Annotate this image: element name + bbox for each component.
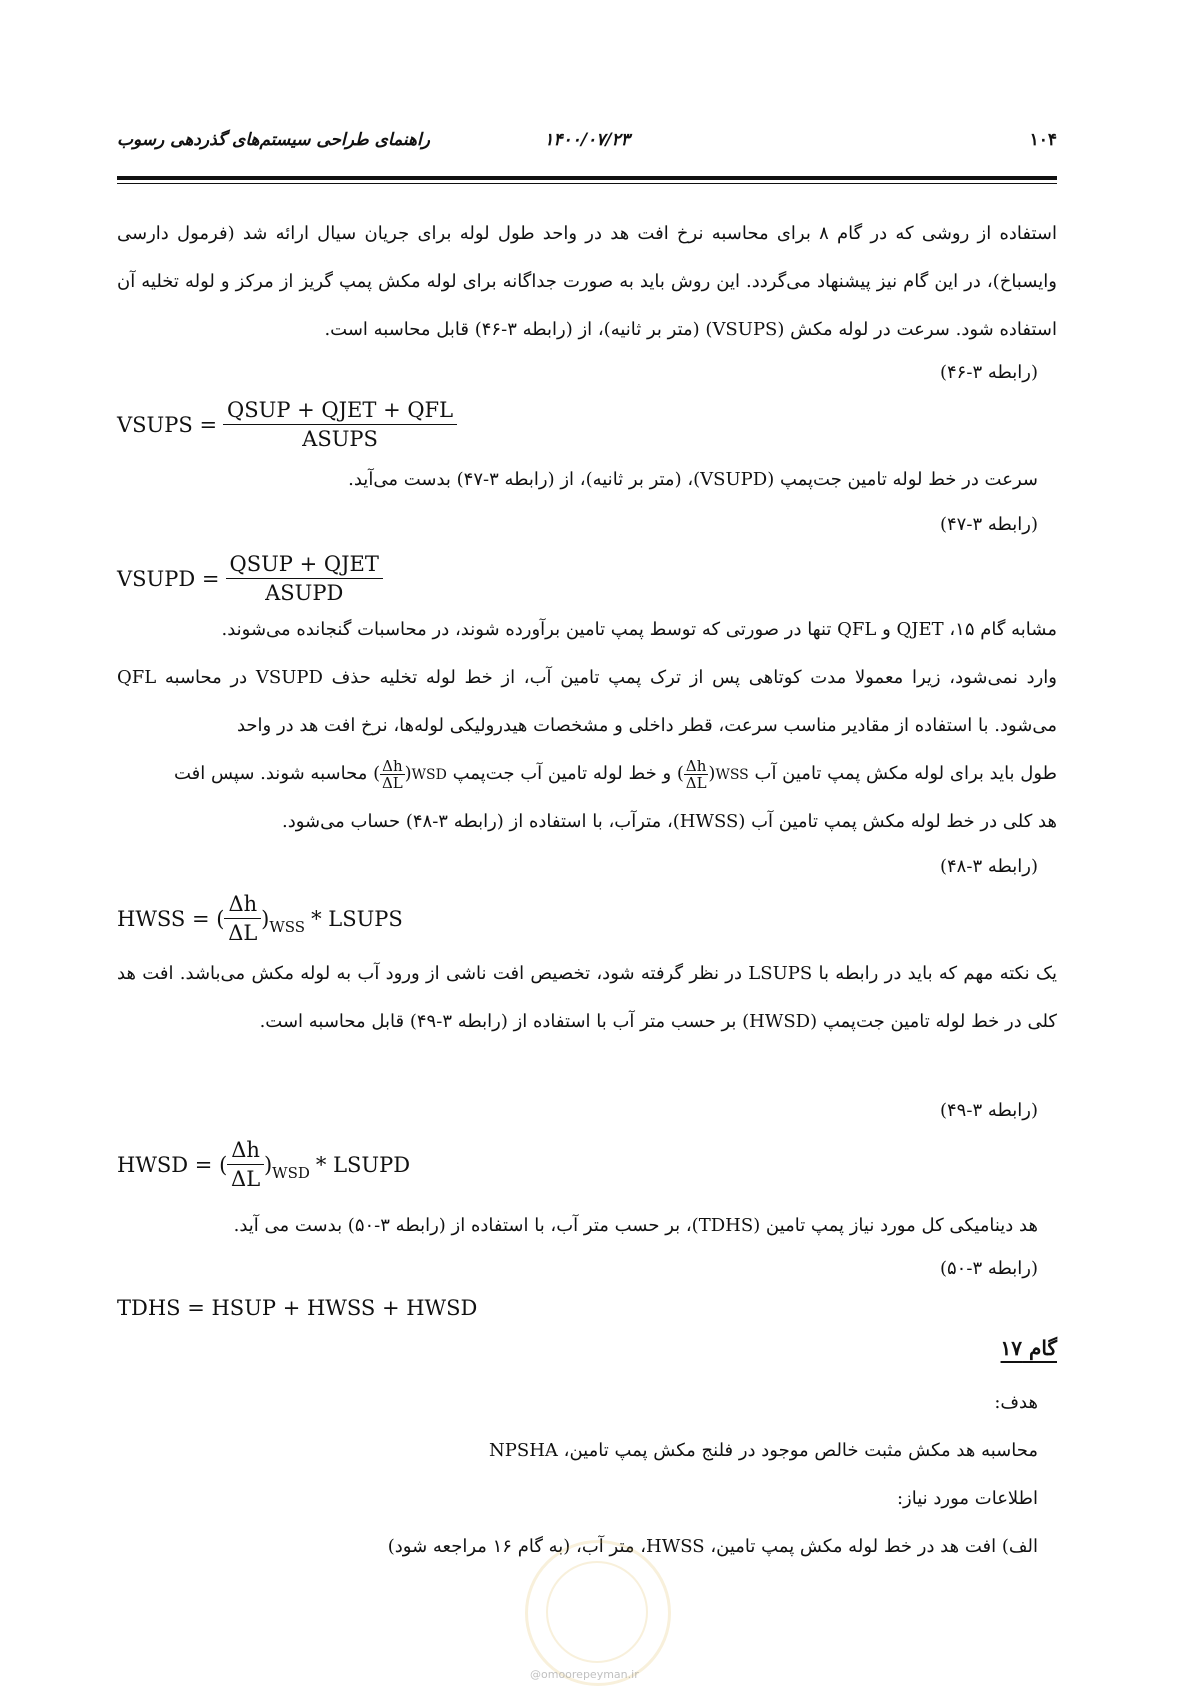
paragraph-3: مشابه گام ۱۵، QJET و QFL تنها در صورتی که توسط پمپ تامین برآورده شوند، در محاسبات گنجانده می‌شوند.: [221, 619, 1057, 640]
equation-47-lhs: VSUPD =: [117, 566, 220, 591]
equation-47-numerator: QSUP + QJET: [226, 552, 383, 579]
inline-wsd-den: ΔL: [381, 773, 403, 792]
equation-49-denominator: ΔL: [231, 1167, 261, 1191]
paragraph-4b-start: طول باید برای لوله مکش پمپ تامین آب: [754, 763, 1057, 784]
equation-label-47: (رابطه ۳-۴۷): [939, 514, 1038, 535]
watermark-text: @omoorepeyman.ir: [530, 1668, 639, 1681]
equation-49-rest: * LSUPD: [315, 1152, 411, 1177]
equation-48-fraction: [224, 892, 261, 945]
equation-47: [117, 552, 383, 605]
watermark-seal: [525, 1540, 671, 1686]
equation-46: [117, 398, 457, 451]
inline-wsd-sub: WSD: [411, 767, 447, 783]
equation-49-lhs: HWSD = (: [117, 1152, 228, 1177]
goal-text: محاسبه هد مکش مثبت خالص موجود در فلنج مکش پمپ تامین، NPSHA: [489, 1440, 1038, 1461]
info-item-a: الف) افت هد در خط لوله مکش پمپ تامین، HWSS، متر آب، (به گام ۱۶ مراجعه شود): [387, 1536, 1038, 1557]
paragraph-4b: [117, 750, 1057, 799]
paragraph-5: یک نکته مهم که باید در رابطه با LSUPS در نظر گرفته شود، تخصیص افت ناشی از ورود آب به لوله مکش می‌باشد. افت هد کلی در خط لوله تامین جت‌پمپ (HWSD) بر حسب متر آب با استفاده از (رابطه ۳-۴۹) قابل محاسبه است.: [117, 963, 1057, 1032]
paragraph-1: استفاده از روشی که در گام ۸ برای محاسبه نرخ افت هد در واحد طول لوله برای جریان سیال ارائه شد (فرمول دارسی وایسباخ)، در این گام نیز پیشنهاد می‌گردد. این روش باید به صورت جداگانه برای لوله مکش پمپ گریز از مرکز و لوله تخلیه آن استفاده شود. سرعت در لوله مکش (VSUPS) (متر بر ثانیه)، از (رابطه ۳-۴۶) قابل محاسبه است.: [117, 223, 1057, 340]
goal-label: هدف:: [994, 1392, 1038, 1413]
header-title: راهنمای طراحی سیستم‌های گذردهی رسوب: [117, 130, 430, 150]
inline-wss-num: Δh: [685, 756, 707, 775]
equation-48: HWSS = ( $\frac{\Delta h}{\Delta L}$ ) WSS * LSUPS: [117, 892, 403, 945]
inline-gradient-wss: ( $\frac{\Delta h}{\Delta L}$ )WSS: [676, 756, 749, 792]
paragraph-4b-mid: و خط لوله تامین آب جت‌پمپ: [452, 763, 672, 784]
equation-49-fraction: [227, 1138, 264, 1191]
equation-47-denominator: ASUPD: [265, 581, 344, 605]
equation-48-lhs: HWSS = (: [117, 906, 225, 931]
info-label: اطلاعات مورد نیاز:: [896, 1488, 1038, 1509]
equation-label-46: (رابطه ۳-۴۶): [939, 362, 1038, 383]
header-rule-thick: [117, 176, 1057, 180]
paragraph-2: سرعت در خط لوله تامین جت‌پمپ (VSUPD)، (متر بر ثانیه)، از (رابطه ۳-۴۷) بدست می‌آید.: [348, 469, 1038, 490]
equation-49-subscript: WSD: [272, 1163, 310, 1182]
equation-48-rest: * LSUPS: [311, 906, 403, 931]
equation-48-numerator: Δh: [224, 892, 261, 919]
equation-49-numerator: Δh: [227, 1138, 264, 1165]
equation-46-lhs: VSUPS =: [117, 412, 218, 437]
paragraph-4b-end: محاسبه شوند. سپس افت: [173, 763, 368, 784]
header-date: ۱۴۰۰/۰۷/۲۳: [544, 130, 630, 150]
inline-gradient-wsd: ( $\frac{\Delta h}{\Delta L}$ )WSD: [373, 756, 447, 792]
equation-46-numerator: QSUP + QJET + QFL: [223, 398, 457, 425]
paragraph-4c: هد کلی در خط لوله مکش پمپ تامین آب (HWSS)، مترآب، با استفاده از (رابطه ۳-۴۸) حساب می‌شود.: [282, 811, 1057, 832]
equation-46-fraction: [223, 398, 457, 451]
header-rule-thin: [117, 183, 1057, 184]
paragraph-4a: QFL در محاسبه VSUPD وارد نمی‌شود، زیرا معمولا مدت کوتاهی پس از ترک پمپ تامین آب، از خط لوله تخلیه حذف می‌شود. با استفاده از مقادیر مناسب سرعت، قطر داخلی و مشخصات هیدرولیکی لوله‌ها، نرخ افت هد در واحد: [117, 667, 1057, 736]
step-heading: گام ۱۷: [1000, 1336, 1057, 1360]
inline-wss-sub: WSS: [715, 767, 749, 783]
equation-47-fraction: [226, 552, 383, 605]
inline-wss-den: ΔL: [685, 773, 707, 792]
equation-label-49: (رابطه ۳-۴۹): [939, 1100, 1038, 1121]
inline-wsd-num: Δh: [382, 756, 403, 775]
equation-50: TDHS = HSUP + HWSS + HWSD: [117, 1296, 478, 1320]
equation-label-50: (رابطه ۳-۵۰): [939, 1258, 1038, 1279]
page-header: [117, 130, 1057, 158]
equation-48-subscript: WSS: [269, 917, 306, 936]
equation-48-denominator: ΔL: [228, 921, 258, 945]
equation-label-48: (رابطه ۳-۴۸): [939, 856, 1038, 877]
equation-46-denominator: ASUPS: [302, 427, 378, 451]
paragraph-6: هد دینامیکی کل مورد نیاز پمپ تامین (TDHS)، بر حسب متر آب، با استفاده از (رابطه ۳-۵۰) بدست می آید.: [233, 1215, 1038, 1236]
page-number: ۱۰۴: [1029, 130, 1057, 150]
equation-49: HWSD = ( $\frac{\Delta h}{\Delta L}$ ) WSD * LSUPD: [117, 1138, 411, 1191]
